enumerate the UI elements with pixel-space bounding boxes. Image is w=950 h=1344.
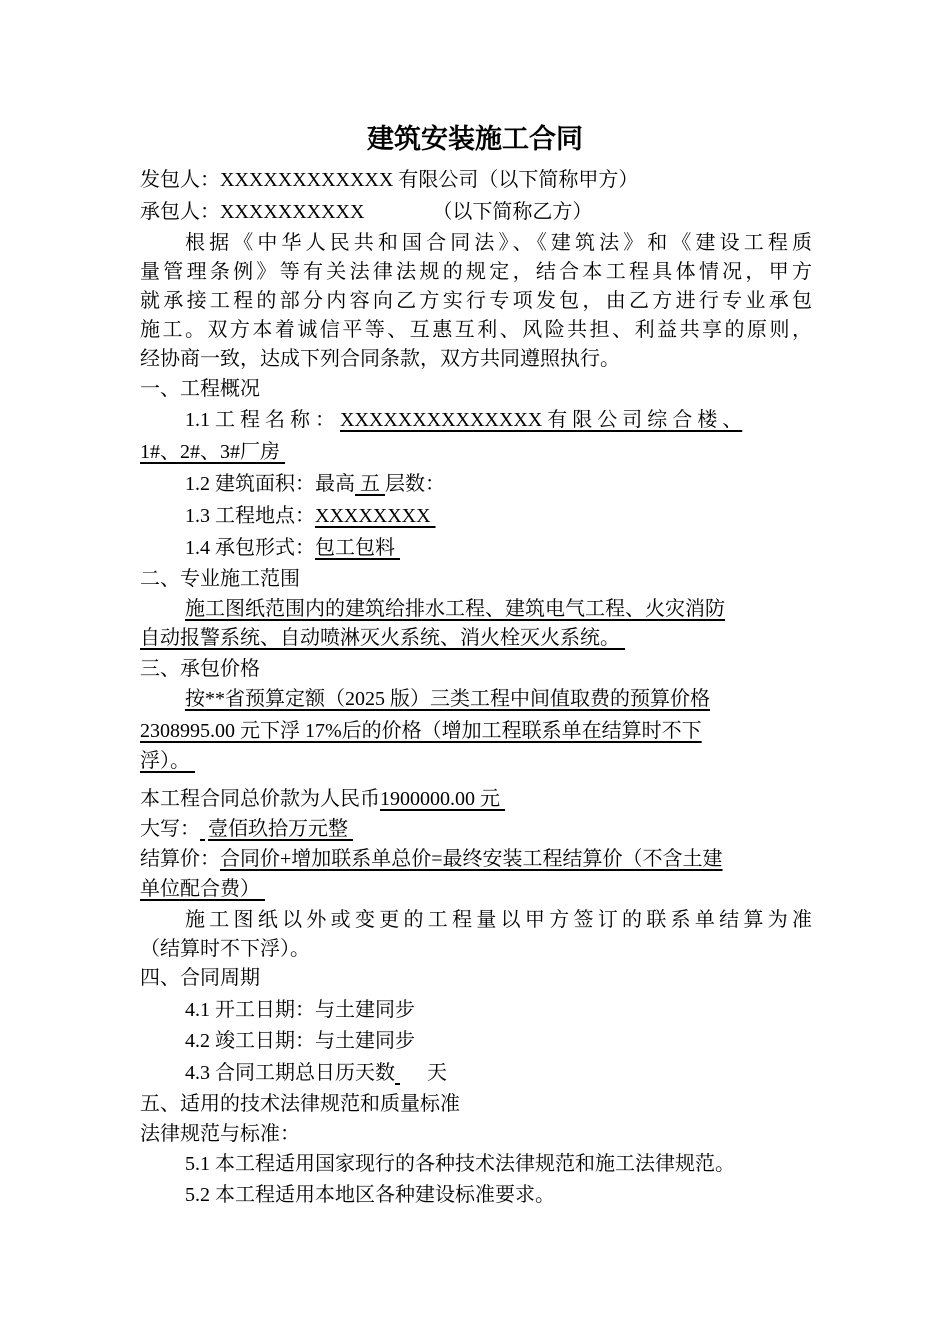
section-heading: 二、专业施工范围 bbox=[140, 568, 300, 590]
section-heading: 五、适用的技术法律规范和质量标准 bbox=[140, 1093, 460, 1115]
party-b-label: 承包人： bbox=[140, 201, 220, 223]
amount-in-words-line bbox=[140, 814, 812, 844]
project-name-value-2: 1#、2#、3#厂房 bbox=[140, 441, 280, 463]
project-name-value: XXXXXXXXXXXXXX 有 限 公 司 综 合 楼 、 bbox=[340, 409, 743, 431]
building-area-value: 五 bbox=[355, 473, 385, 495]
building-area-line bbox=[185, 469, 812, 499]
section-heading: 一、工程概况 bbox=[140, 378, 260, 400]
preamble-line: 根据《中华人民共和国合同法》、《建筑法》和《建设工程质 bbox=[185, 232, 812, 254]
change-order-line: 施工图纸以外或变更的工程量以甲方签订的联系单结算为准 bbox=[185, 909, 812, 931]
total-price-value: 1900000.00 元 bbox=[380, 788, 500, 810]
contract-form-line bbox=[185, 533, 812, 563]
section-heading: 三、承包价格 bbox=[140, 658, 260, 680]
contract-form-value: 包工包料 bbox=[315, 537, 395, 559]
section-heading: 四、合同周期 bbox=[140, 967, 260, 989]
subsection-heading: 法律规范与标准： bbox=[140, 1123, 300, 1145]
party-b-note: （以下简称乙方） bbox=[432, 201, 593, 223]
scope-line bbox=[185, 594, 812, 624]
party-a-label: 发包人： bbox=[140, 169, 220, 191]
scope-text: 自动报警系统、自动喷淋灭火系统、消火栓灭火系统。 bbox=[140, 627, 620, 649]
party-a-line bbox=[140, 165, 812, 195]
location-label: 1.3 工程地点： bbox=[185, 505, 315, 527]
document-title: 建筑安装施工合同 bbox=[367, 124, 583, 154]
price-line bbox=[140, 716, 812, 746]
party-a-name: XXXXXXXXXXXX 有限公司（以下简称甲方） bbox=[220, 169, 639, 191]
location-line bbox=[185, 501, 812, 531]
preamble-line: 量管理条例》等有关法律法规的规定，结合本工程具体情况，甲方 bbox=[140, 261, 812, 283]
duration-line bbox=[185, 1058, 812, 1088]
start-date-line: 4.1 开工日期：与土建同步 bbox=[185, 999, 415, 1021]
contract-form-label: 1.4 承包形式： bbox=[185, 537, 315, 559]
price-line bbox=[185, 684, 812, 714]
duration-suffix: 天 bbox=[427, 1062, 447, 1084]
building-area-suffix: 层数： bbox=[385, 473, 445, 495]
project-name-line-2 bbox=[140, 437, 812, 467]
building-area-label: 1.2 建筑面积：最高 bbox=[185, 473, 355, 495]
party-b-line bbox=[140, 197, 812, 227]
settlement-value-2: 单位配合费） bbox=[140, 878, 260, 900]
project-name-label: 1.1 工 程 名 称 ： bbox=[185, 409, 335, 431]
preamble-line: 施工。双方本着诚信平等、互惠互利、风险共担、利益共享的原则， bbox=[140, 319, 812, 341]
amount-in-words-label: 大写： bbox=[140, 818, 200, 840]
standard-item: 5.2 本工程适用本地区各种建设标准要求。 bbox=[185, 1184, 555, 1206]
scope-text: 施工图纸范围内的建筑给排水工程、建筑电气工程、火灾消防 bbox=[185, 598, 725, 620]
change-order-line: （结算时不下浮）。 bbox=[140, 938, 310, 960]
location-value: XXXXXXXX bbox=[315, 505, 431, 527]
settlement-label: 结算价： bbox=[140, 848, 220, 870]
price-line bbox=[140, 746, 812, 776]
duration-label: 4.3 合同工期总日历天数 bbox=[185, 1062, 395, 1084]
price-text: 2308995.00 元下浮 17%后的价格（增加工程联系单在结算时不下 bbox=[140, 720, 702, 742]
settlement-line bbox=[140, 844, 812, 874]
settlement-line-2 bbox=[140, 874, 812, 904]
completion-date-line: 4.2 竣工日期：与土建同步 bbox=[185, 1030, 415, 1052]
total-price-line bbox=[140, 784, 812, 814]
standard-item: 5.1 本工程适用国家现行的各种技术法律规范和施工法律规范。 bbox=[185, 1153, 735, 1175]
price-text: 浮）。 bbox=[140, 750, 190, 772]
party-b-name: XXXXXXXXXX bbox=[220, 201, 365, 223]
project-name-line bbox=[185, 405, 830, 435]
scope-line bbox=[140, 623, 812, 653]
preamble-line: 就承接工程的部分内容向乙方实行专项发包，由乙方进行专业承包 bbox=[140, 290, 812, 312]
preamble-line: 经协商一致，达成下列合同条款，双方共同遵照执行。 bbox=[140, 348, 620, 370]
total-price-label: 本工程合同总价款为人民币 bbox=[140, 788, 380, 810]
amount-in-words-value: 壹佰玖拾万元整 bbox=[208, 818, 348, 840]
settlement-value: 合同价+增加联系单总价=最终安装工程结算价（不含土建 bbox=[220, 848, 723, 870]
price-text: 按**省预算定额（2025 版）三类工程中间值取费的预算价格 bbox=[185, 688, 710, 710]
